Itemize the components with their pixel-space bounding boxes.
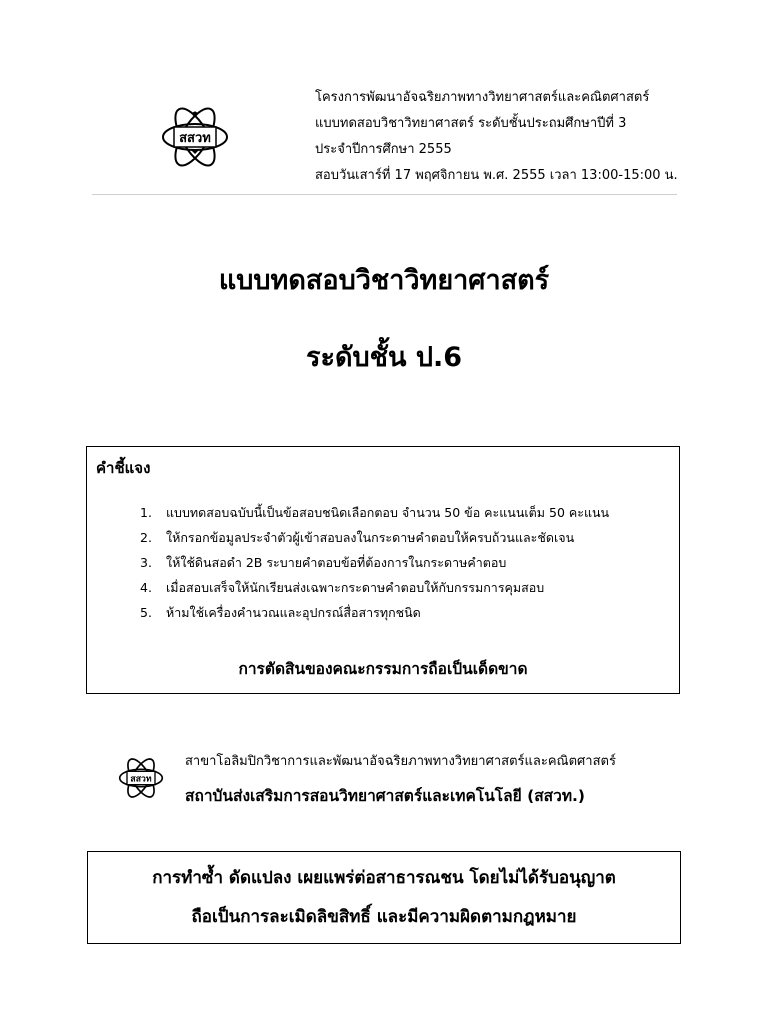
list-item: 2. ให้กรอกข้อมูลประจำตัวผู้เข้าสอบลงในกระดาษคำตอบให้ครบถ้วนและชัดเจน xyxy=(140,530,575,545)
header-year: ประจำปีการศึกษา 2555 xyxy=(315,142,452,157)
header-lines xyxy=(315,85,755,189)
header-subject: แบบทดสอบวิชาวิทยาศาสตร์ ระดับชั้นประถมศึกษาปีที่ 3 xyxy=(315,116,627,131)
ipst-small-logo-icon xyxy=(115,748,167,808)
list-item: 4. เมื่อสอบเสร็จให้นักเรียนส่งเฉพาะกระดาษคำตอบให้กับกรรมการคุมสอบ xyxy=(140,580,545,595)
list-item: 3. ให้ใช้ดินสอดำ 2B ระบายคำตอบข้อที่ต้องการในกระดาษคำตอบ xyxy=(140,555,507,570)
instructions-heading: คำชี้แจง xyxy=(96,459,151,477)
header-program: โครงการพัฒนาอัจฉริยภาพทางวิทยาศาสตร์และคณิตศาสตร์ xyxy=(315,90,650,105)
ipst-logo-icon xyxy=(160,92,230,182)
copyright-notice-line1: การทำซ้ำ ดัดแปลง เผยแพร่ต่อสาธารณชน โดยไม่ได้รับอนุญาต xyxy=(152,868,616,888)
header-divider xyxy=(92,194,677,195)
verdict-statement: การตัดสินของคณะกรรมการถือเป็นเด็ดขาด xyxy=(238,660,528,678)
logo-text: สสวท xyxy=(179,131,211,146)
org-institute: สถาบันส่งเสริมการสอนวิทยาศาสตร์และเทคโนโลยี (สสวท.) xyxy=(185,787,586,805)
small-logo-text: สสวท xyxy=(130,774,152,785)
instructions-list xyxy=(140,500,670,625)
level-title: ระดับชั้น ป.6 xyxy=(305,342,463,373)
header-schedule: สอบวันเสาร์ที่ 17 พฤศจิกายน พ.ศ. 2555 เวลา 13:00-15:00 น. xyxy=(315,168,678,183)
copyright-notice-line2: ถือเป็นการละเมิดลิขสิทธิ์ และมีความผิดตามกฎหมาย xyxy=(191,907,577,927)
page-title: แบบทดสอบวิชาวิทยาศาสตร์ xyxy=(218,265,550,296)
org-department: สาขาโอลิมปิกวิชาการและพัฒนาอัจฉริยภาพทางวิทยาศาสตร์และคณิตศาสตร์ xyxy=(185,754,616,769)
list-item: 5. ห้ามใช้เครื่องคำนวณและอุปกรณ์สื่อสารทุกชนิด xyxy=(140,605,421,620)
list-item: 1. แบบทดสอบฉบับนี้เป็นข้อสอบชนิดเลือกตอบ จำนวน 50 ข้อ คะแนนเต็ม 50 คะแนน xyxy=(140,505,610,520)
